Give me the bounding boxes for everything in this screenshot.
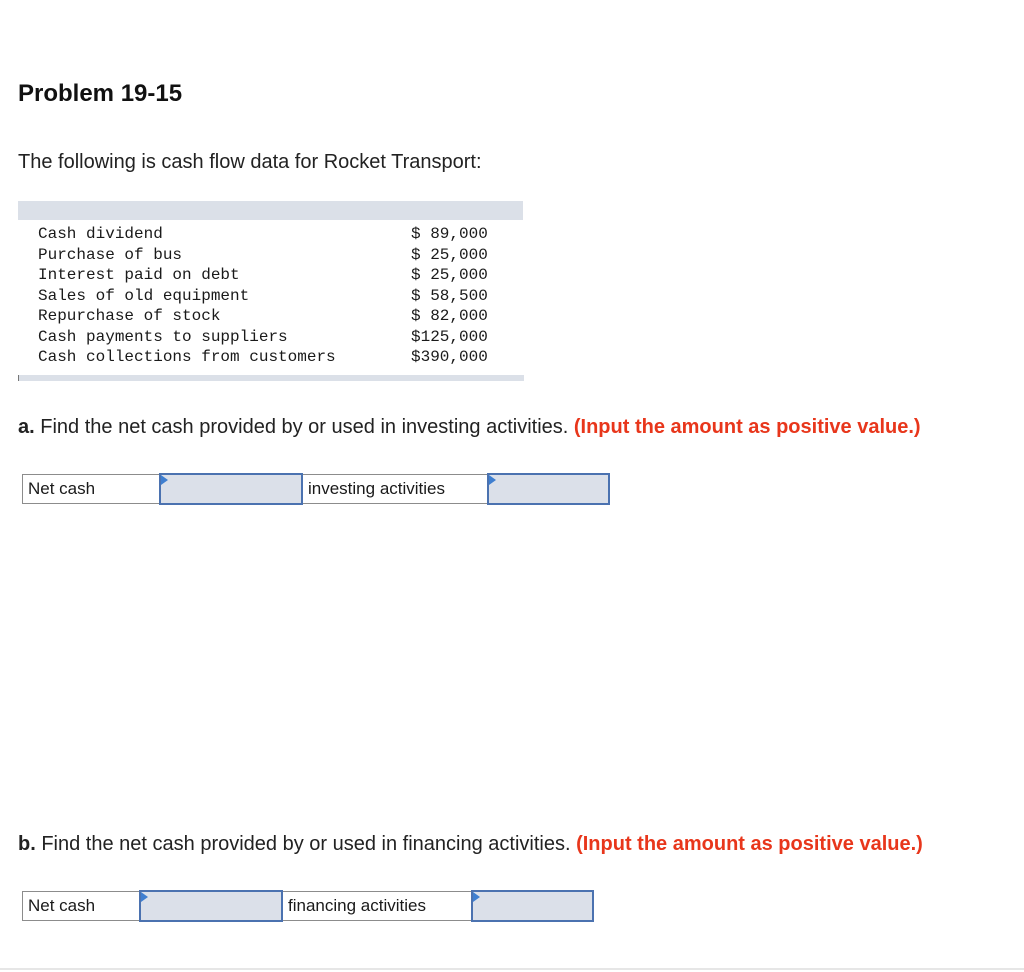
question-a — [18, 416, 921, 439]
cash-flow-row — [38, 224, 498, 245]
cash-flow-data-table — [18, 201, 523, 382]
net-cash-label-b: Net cash — [22, 891, 140, 921]
question-a-text: Find the net cash provided by or used in investing activities. — [34, 416, 574, 438]
row-label: Cash collections from customers — [38, 348, 336, 366]
page-bottom-divider — [0, 968, 1024, 970]
net-cash-type-input-b[interactable] — [139, 890, 283, 922]
investing-activities-label: investing activities — [302, 474, 488, 504]
cash-flow-row — [38, 286, 498, 307]
row-amount: $ 89,000 — [411, 225, 488, 243]
question-b-letter: b. — [18, 833, 36, 855]
cash-flow-row — [38, 306, 498, 327]
question-a-note: (Input the amount as positive value.) — [573, 416, 921, 438]
financing-amount-input[interactable] — [471, 890, 594, 922]
financing-activities-label: financing activities — [282, 891, 472, 921]
question-a-letter: a. — [18, 416, 35, 438]
cash-flow-row — [38, 245, 498, 266]
table-footer-bar — [18, 375, 524, 381]
cash-flow-row — [38, 265, 498, 286]
net-cash-type-input-a[interactable] — [159, 473, 303, 505]
investing-amount-input[interactable] — [487, 473, 610, 505]
answer-row-b — [22, 891, 593, 922]
question-b — [18, 833, 923, 856]
row-label: Repurchase of stock — [38, 307, 221, 325]
row-amount: $ 25,000 — [411, 266, 488, 284]
net-cash-label-a: Net cash — [22, 474, 160, 504]
question-b-note: (Input the amount as positive value.) — [576, 833, 923, 855]
cash-flow-row — [38, 327, 498, 348]
row-amount: $125,000 — [411, 327, 488, 346]
row-label: Purchase of bus — [38, 245, 183, 264]
row-amount: $ 82,000 — [411, 307, 488, 325]
cash-flow-rows — [38, 224, 498, 368]
row-label: Cash dividend — [38, 225, 163, 243]
problem-title: Problem 19-15 — [18, 80, 183, 107]
row-label: Sales of old equipment — [38, 286, 250, 305]
row-amount: $ 58,500 — [411, 286, 488, 305]
answer-row-a — [22, 474, 609, 505]
row-amount: $ 25,000 — [411, 245, 488, 264]
row-amount: $390,000 — [411, 348, 488, 366]
cash-flow-row — [38, 347, 498, 368]
row-label: Cash payments to suppliers — [38, 327, 288, 346]
table-header-bar — [18, 201, 523, 220]
question-b-text: Find the net cash provided by or used in financing activities. — [35, 833, 577, 855]
problem-intro: The following is cash flow data for Rocket Transport: — [18, 151, 482, 173]
row-label: Interest paid on debt — [38, 266, 240, 284]
